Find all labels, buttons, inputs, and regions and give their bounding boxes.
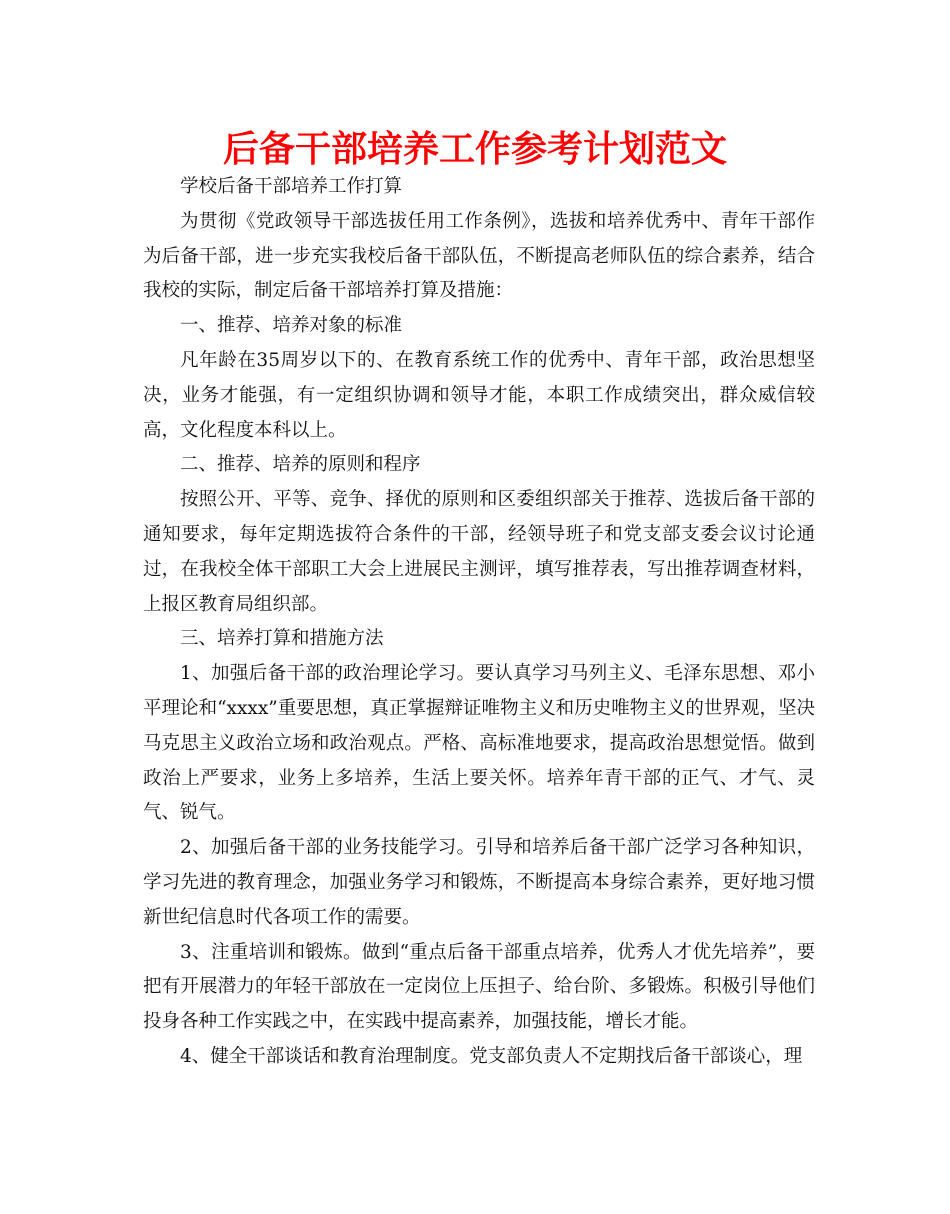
document-title: 后备干部培养工作参考计划范文	[222, 129, 727, 170]
paragraph: 1、加强后备干部的政治理论学习。要认真学习马列主义、毛泽东思想、邓小平理论和“xxxx”重要思想，真正掌握辩证唯物主义和历史唯物主义的世界观，坚决马克思主义政治立场和政治观点。严格、高标准地要求，提高政治思想觉悟。做到政治上严要求，业务上多培养，生活上要关怀。培养年青干部的正气、才气、灵气、锐气。	[143, 663, 815, 824]
paragraph: 2、加强后备干部的业务技能学习。引导和培养后备干部广泛学习各种知识，学习先进的教育理念，加强业务学习和锻炼，不断提高本身综合素养，更好地习惯新世纪信息时代各项工作的需要。	[143, 837, 815, 928]
paragraph: 4、健全干部谈话和教育治理制度。党支部负责人不定期找后备干部谈心，理	[180, 1045, 803, 1067]
section-heading: 二、推荐、培养的原则和程序	[180, 454, 421, 476]
paragraph: 凡年龄在35周岁以下的、在教育系统工作的优秀中、青年干部，政治思想坚决，业务才能强，有一定组织协调和领导才能，本职工作成绩突出，群众威信较高，文化程度本科以上。	[143, 349, 815, 441]
section-heading: 三、培养打算和措施方法	[180, 628, 384, 650]
paragraph: 为贯彻《党政领导干部选拔任用工作条例》，选拔和培养优秀中、青年干部作为后备干部，进一步充实我校后备干部队伍，不断提高老师队伍的综合素养，结合我校的实际，制定后备干部培养打算及措施：	[143, 210, 815, 302]
document-body	[143, 170, 815, 1075]
paragraph: 3、注重培训和锻炼。做到“重点后备干部重点培养，优秀人才优先培养”，要把有开展潜力的年轻干部放在一定岗位上压担子、给台阶、多锻炼。积极引导他们投身各种工作实践之中，在实践中提高素养，加强技能，增长才能。	[143, 941, 815, 1033]
section-heading: 一、推荐、培养对象的标准	[180, 315, 403, 337]
paragraph: 按照公开、平等、竞争、择优的原则和区委组织部关于推荐、选拔后备干部的通知要求，每年定期选拔符合条件的干部，经领导班子和党支部支委会议讨论通过，在我校全体干部职工大会上进展民主测评，填写推荐表，写出推荐调查材料，上报区教育局组织部。	[143, 489, 815, 615]
document-subtitle: 学校后备干部培养工作打算	[180, 176, 403, 197]
